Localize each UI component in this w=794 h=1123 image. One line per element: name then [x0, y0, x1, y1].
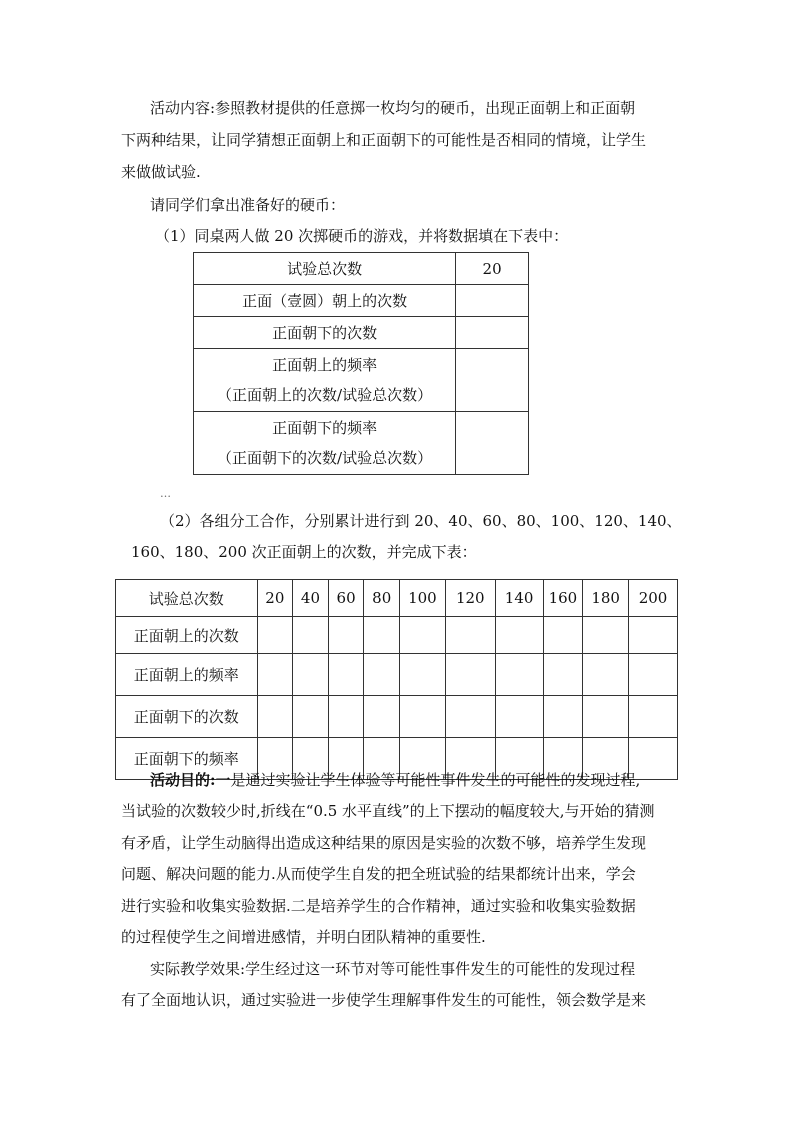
item2-line1: （2）各组分工合作，分别累计进行到 20、40、60、80、100、120、140、	[160, 512, 682, 530]
para1-label: 活动内容:	[150, 99, 216, 117]
table-row	[194, 412, 529, 475]
table-row	[116, 617, 678, 654]
table-row	[116, 696, 678, 738]
para4-line1: 实际教学效果:学生经过这一环节对等可能性事件发生的可能性的发现过程	[150, 960, 636, 978]
table-header-cell: 120	[445, 580, 495, 617]
para2: 请同学们拿出准备好的硬币：	[150, 196, 346, 214]
table-row-label: 正面朝下的频率	[116, 738, 258, 780]
table-cell	[456, 412, 529, 475]
table-cell: 正面（壹圆）朝上的次数	[194, 285, 456, 317]
table-header-cell: 80	[364, 580, 400, 617]
table-cell: 正面朝下的次数	[194, 317, 456, 349]
para3-line5: 进行实验和收集实验数据.二是培养学生的合作精神，通过实验和收集实验数据	[121, 897, 636, 915]
para1-line2: 下两种结果，让同学猜想正面朝上和正面朝下的可能性是否相同的情境，让学生	[121, 131, 647, 149]
para3-line1: 活动目的:一是通过实验让学生体验等可能性事件发生的可能性的发现过程,	[150, 771, 641, 789]
table-header-cell: 160	[543, 580, 583, 617]
para1-line1: 活动内容:参照教材提供的任意掷一枚均匀的硬币，出现正面朝上和正面朝	[150, 99, 636, 117]
table-cumulative-trials	[115, 579, 678, 780]
para3-line6: 的过程使学生之间增进感情，并明白团队精神的重要性.	[121, 928, 486, 946]
table-header-cell: 试验总次数	[116, 580, 258, 617]
para1-line3: 来做做试验.	[121, 163, 201, 181]
table-single-trial	[193, 252, 529, 475]
table-row	[194, 349, 529, 412]
table-cell: 正面朝下的频率 （正面朝下的次数/试验总次数）	[194, 412, 456, 475]
table-header-cell: 40	[293, 580, 329, 617]
table-header-cell: 60	[328, 580, 364, 617]
table-cell: 试验总次数	[194, 253, 456, 285]
para3-line3: 有矛盾，让学生动脑得出造成这种结果的原因是实验的次数不够，培养学生发现	[121, 834, 647, 852]
table-row	[194, 285, 529, 317]
table-row	[116, 654, 678, 696]
table-header-cell: 140	[495, 580, 543, 617]
para4-line2: 有了全面地认识，通过实验进一步使学生理解事件发生的可能性，领会数学是来	[121, 991, 647, 1009]
item2-line2: 160、180、200 次正面朝上的次数，并完成下表：	[131, 543, 477, 561]
item1: （1）同桌两人做 20 次掷硬币的游戏，并将数据填在下表中：	[155, 227, 569, 245]
table-header-cell: 20	[257, 580, 293, 617]
table-row	[194, 253, 529, 285]
table-row-label: 正面朝上的频率	[116, 654, 258, 696]
para3-label: 活动目的:	[150, 771, 216, 789]
para3-line4: 问题、解决问题的能力.从而使学生自发的把全班试验的结果都统计出来，学会	[121, 865, 636, 883]
table-cell	[456, 349, 529, 412]
table-row-label: 正面朝上的次数	[116, 617, 258, 654]
table-header-cell: 200	[629, 580, 678, 617]
para4-label: 实际教学效果:	[150, 960, 246, 978]
ellipsis: …	[160, 487, 171, 500]
table-header-cell: 180	[583, 580, 629, 617]
table-row-label: 正面朝下的次数	[116, 696, 258, 738]
para3-line2: 当试验的次数较少时,折线在“0.5 水平直线”的上下摆动的幅度较大,与开始的猜测	[121, 802, 655, 820]
table-header-row	[116, 580, 678, 617]
table-cell	[456, 317, 529, 349]
table-cell	[456, 285, 529, 317]
table-header-cell: 100	[400, 580, 446, 617]
table-cell: 20	[456, 253, 529, 285]
table-cell: 正面朝上的频率 （正面朝上的次数/试验总次数）	[194, 349, 456, 412]
table-row	[194, 317, 529, 349]
